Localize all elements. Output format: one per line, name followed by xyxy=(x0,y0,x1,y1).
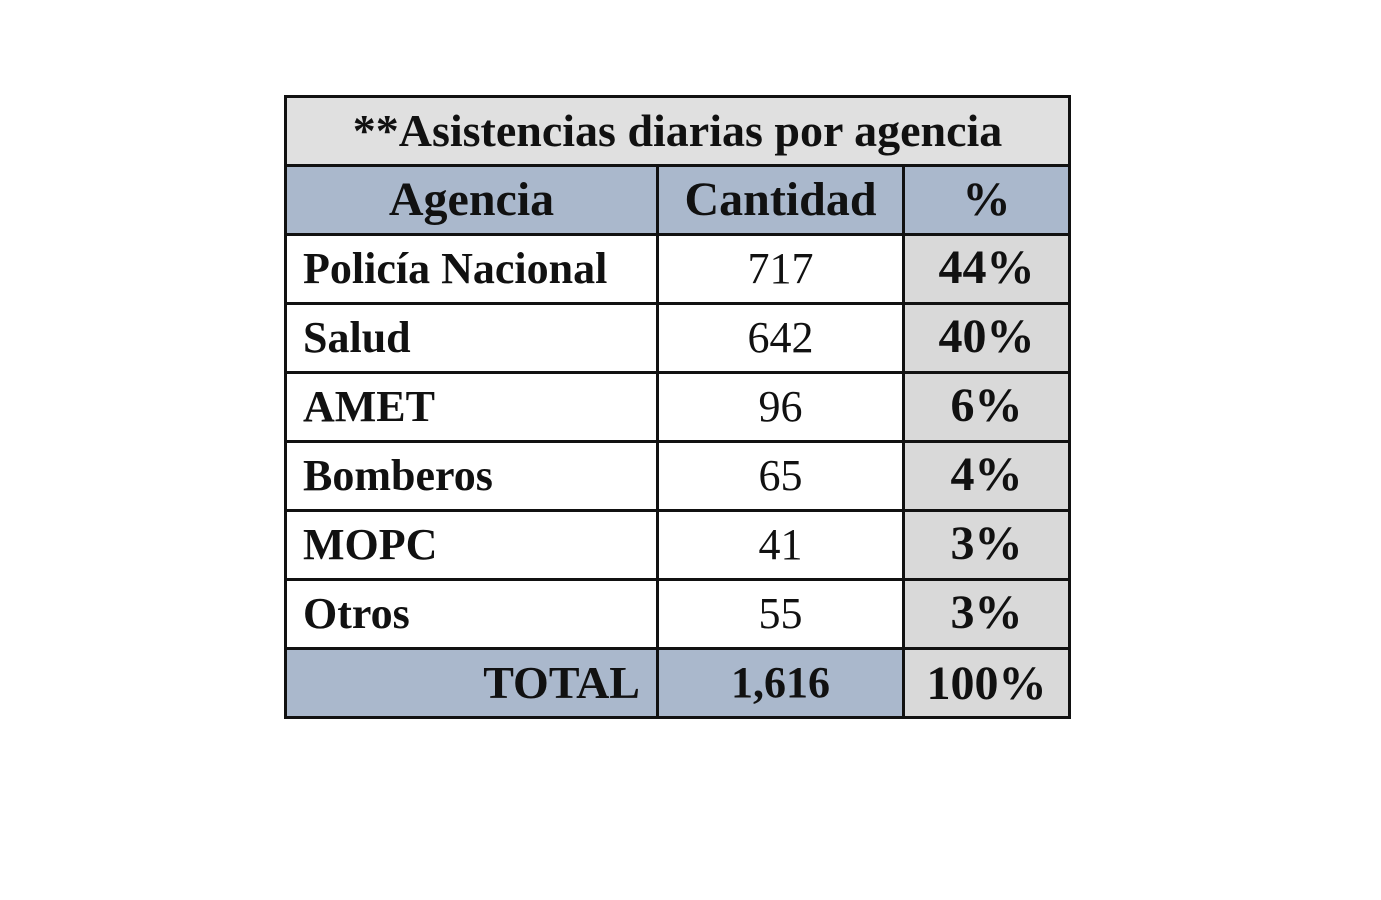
table-row xyxy=(286,304,1070,373)
agency-cell: Salud xyxy=(286,304,658,373)
header-agency: Agencia xyxy=(286,166,658,235)
total-label: TOTAL xyxy=(286,649,658,718)
header-quantity: Cantidad xyxy=(658,166,904,235)
agency-cell: Bomberos xyxy=(286,442,658,511)
agency-cell: AMET xyxy=(286,373,658,442)
agency-cell: Policía Nacional xyxy=(286,235,658,304)
total-row xyxy=(286,649,1070,718)
table-row xyxy=(286,580,1070,649)
agency-cell: Otros xyxy=(286,580,658,649)
percent-cell: 3% xyxy=(904,511,1070,580)
percent-cell: 40% xyxy=(904,304,1070,373)
table-row xyxy=(286,235,1070,304)
percent-cell: 3% xyxy=(904,580,1070,649)
quantity-cell: 642 xyxy=(658,304,904,373)
quantity-cell: 41 xyxy=(658,511,904,580)
table-row xyxy=(286,511,1070,580)
assistance-table xyxy=(284,95,1071,719)
table-row xyxy=(286,373,1070,442)
table-title: **Asistencias diarias por agencia xyxy=(286,97,1070,166)
quantity-cell: 55 xyxy=(658,580,904,649)
total-quantity: 1,616 xyxy=(658,649,904,718)
agency-cell: MOPC xyxy=(286,511,658,580)
quantity-cell: 96 xyxy=(658,373,904,442)
percent-cell: 4% xyxy=(904,442,1070,511)
percent-cell: 6% xyxy=(904,373,1070,442)
quantity-cell: 717 xyxy=(658,235,904,304)
percent-cell: 44% xyxy=(904,235,1070,304)
quantity-cell: 65 xyxy=(658,442,904,511)
header-percent: % xyxy=(904,166,1070,235)
title-row xyxy=(286,97,1070,166)
table-row xyxy=(286,442,1070,511)
header-row xyxy=(286,166,1070,235)
total-percent: 100% xyxy=(904,649,1070,718)
